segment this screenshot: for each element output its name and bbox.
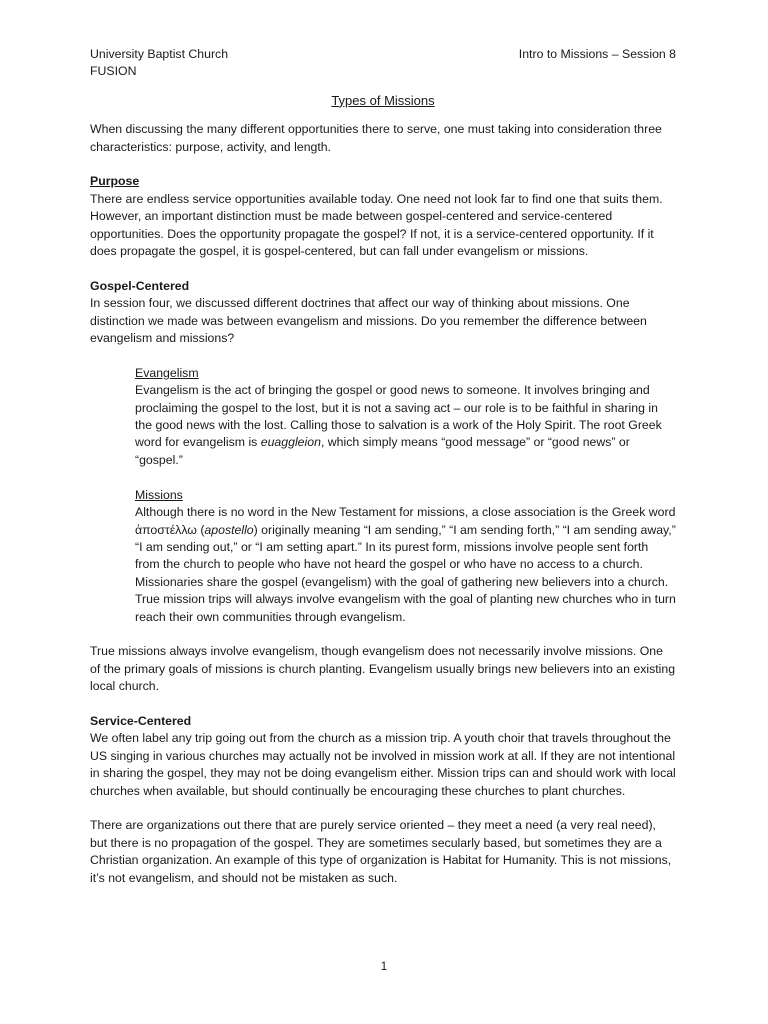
church-name: University Baptist Church: [90, 47, 229, 61]
missions-text-pre: Although there is no word in the New Testament for missions, a close association is the Greek word ἀποστέλλω (: [135, 505, 676, 537]
session-label: Intro to Missions – Session 8: [518, 47, 676, 61]
service-centered-paragraph: We often label any trip going out from the church as a mission trip. A youth choir that travels throughout the US singing in various churches may actually not be involved in mission work at all. If they are not intentional in sharing the gospel, they may not be doing evangelism either. Mission trips can and should work with local churches when available, but should continually be encouraging these churches to plant churches.: [90, 731, 676, 798]
evangelism-paragraph: [135, 382, 676, 469]
header-left: [90, 46, 228, 81]
missions-paragraph: [135, 504, 676, 626]
evangelism-text-pre: Evangelism is the act of bringing the gospel or good news to someone. It involves bringing and proclaiming the gospel to the lost, but it is not a saving act – our role is to be faithful in sharing in the good news with the lost. Calling those to salvation is a work of the Holy Spirit. The root Greek word for evangelism is: [135, 383, 662, 450]
gospel-centered-heading: Gospel-Centered: [90, 278, 190, 293]
evangelism-text-post: , which simply means “good message” or “good news” or “gospel.”: [135, 435, 630, 467]
evangelism-greek-term: euaggleion: [260, 435, 321, 450]
page-number: 1: [380, 961, 388, 973]
gospel-centered-paragraph: In session four, we discussed different doctrines that affect our way of thinking about missions. One distinction we made was between evangelism and missions. Do you remember the difference between evangelism and missions?: [90, 296, 647, 346]
document-title: Types of Missions: [331, 92, 435, 108]
group-name: FUSION: [90, 64, 137, 79]
missions-text-post: ) originally meaning “I am sending,” “I am sending forth,” “I am sending away,” “I am sending out,” or “I am setting apart.” In its purest form, missions involve people sent forth from the church to people who have not heard the gospel or who have no access to a church. Missionaries share the gospel (evangelism) with the goal of gathering new believers into a church. True mission trips will always involve evangelism with the goal of planting new churches who in turn reach their own communities through evangelism.: [135, 522, 676, 624]
missions-greek-term: apostello: [204, 522, 254, 537]
definitions-block: [90, 365, 676, 626]
missions-heading: Missions: [135, 487, 183, 502]
purpose-paragraph: There are endless service opportunities available today. One need not look far to find one that suits them. However, an important distinction must be made between gospel-centered and service-centered opportunities. Does the opportunity propagate the gospel? If not, it is a service-centered opportunity. If it does propagate the gospel, it is gospel-centered, but can fall under evangelism or missions.: [90, 191, 663, 259]
intro-paragraph: When discussing the many different opportunities there to serve, one must taking into consideration three characteristics: purpose, activity, and length.: [90, 122, 662, 154]
purpose-heading: Purpose: [90, 174, 140, 189]
page-header: [90, 46, 676, 81]
service-centered-heading: Service-Centered: [90, 713, 192, 728]
evangelism-heading: Evangelism: [135, 365, 199, 380]
organizations-paragraph: There are organizations out there that are purely service oriented – they meet a need (a very real need), but there is no propagation of the gospel. They are sometimes secularly based, but sometimes they are a Christian organization. An example of this type of organization is Habitat for Humanity. This is not missions, it’s not evangelism, and should not be mistaken as such.: [90, 818, 672, 885]
true-missions-paragraph: True missions always involve evangelism, though evangelism does not necessarily involve missions. One of the primary goals of missions is church planting. Evangelism usually brings new believers into an existing local church.: [90, 644, 676, 694]
